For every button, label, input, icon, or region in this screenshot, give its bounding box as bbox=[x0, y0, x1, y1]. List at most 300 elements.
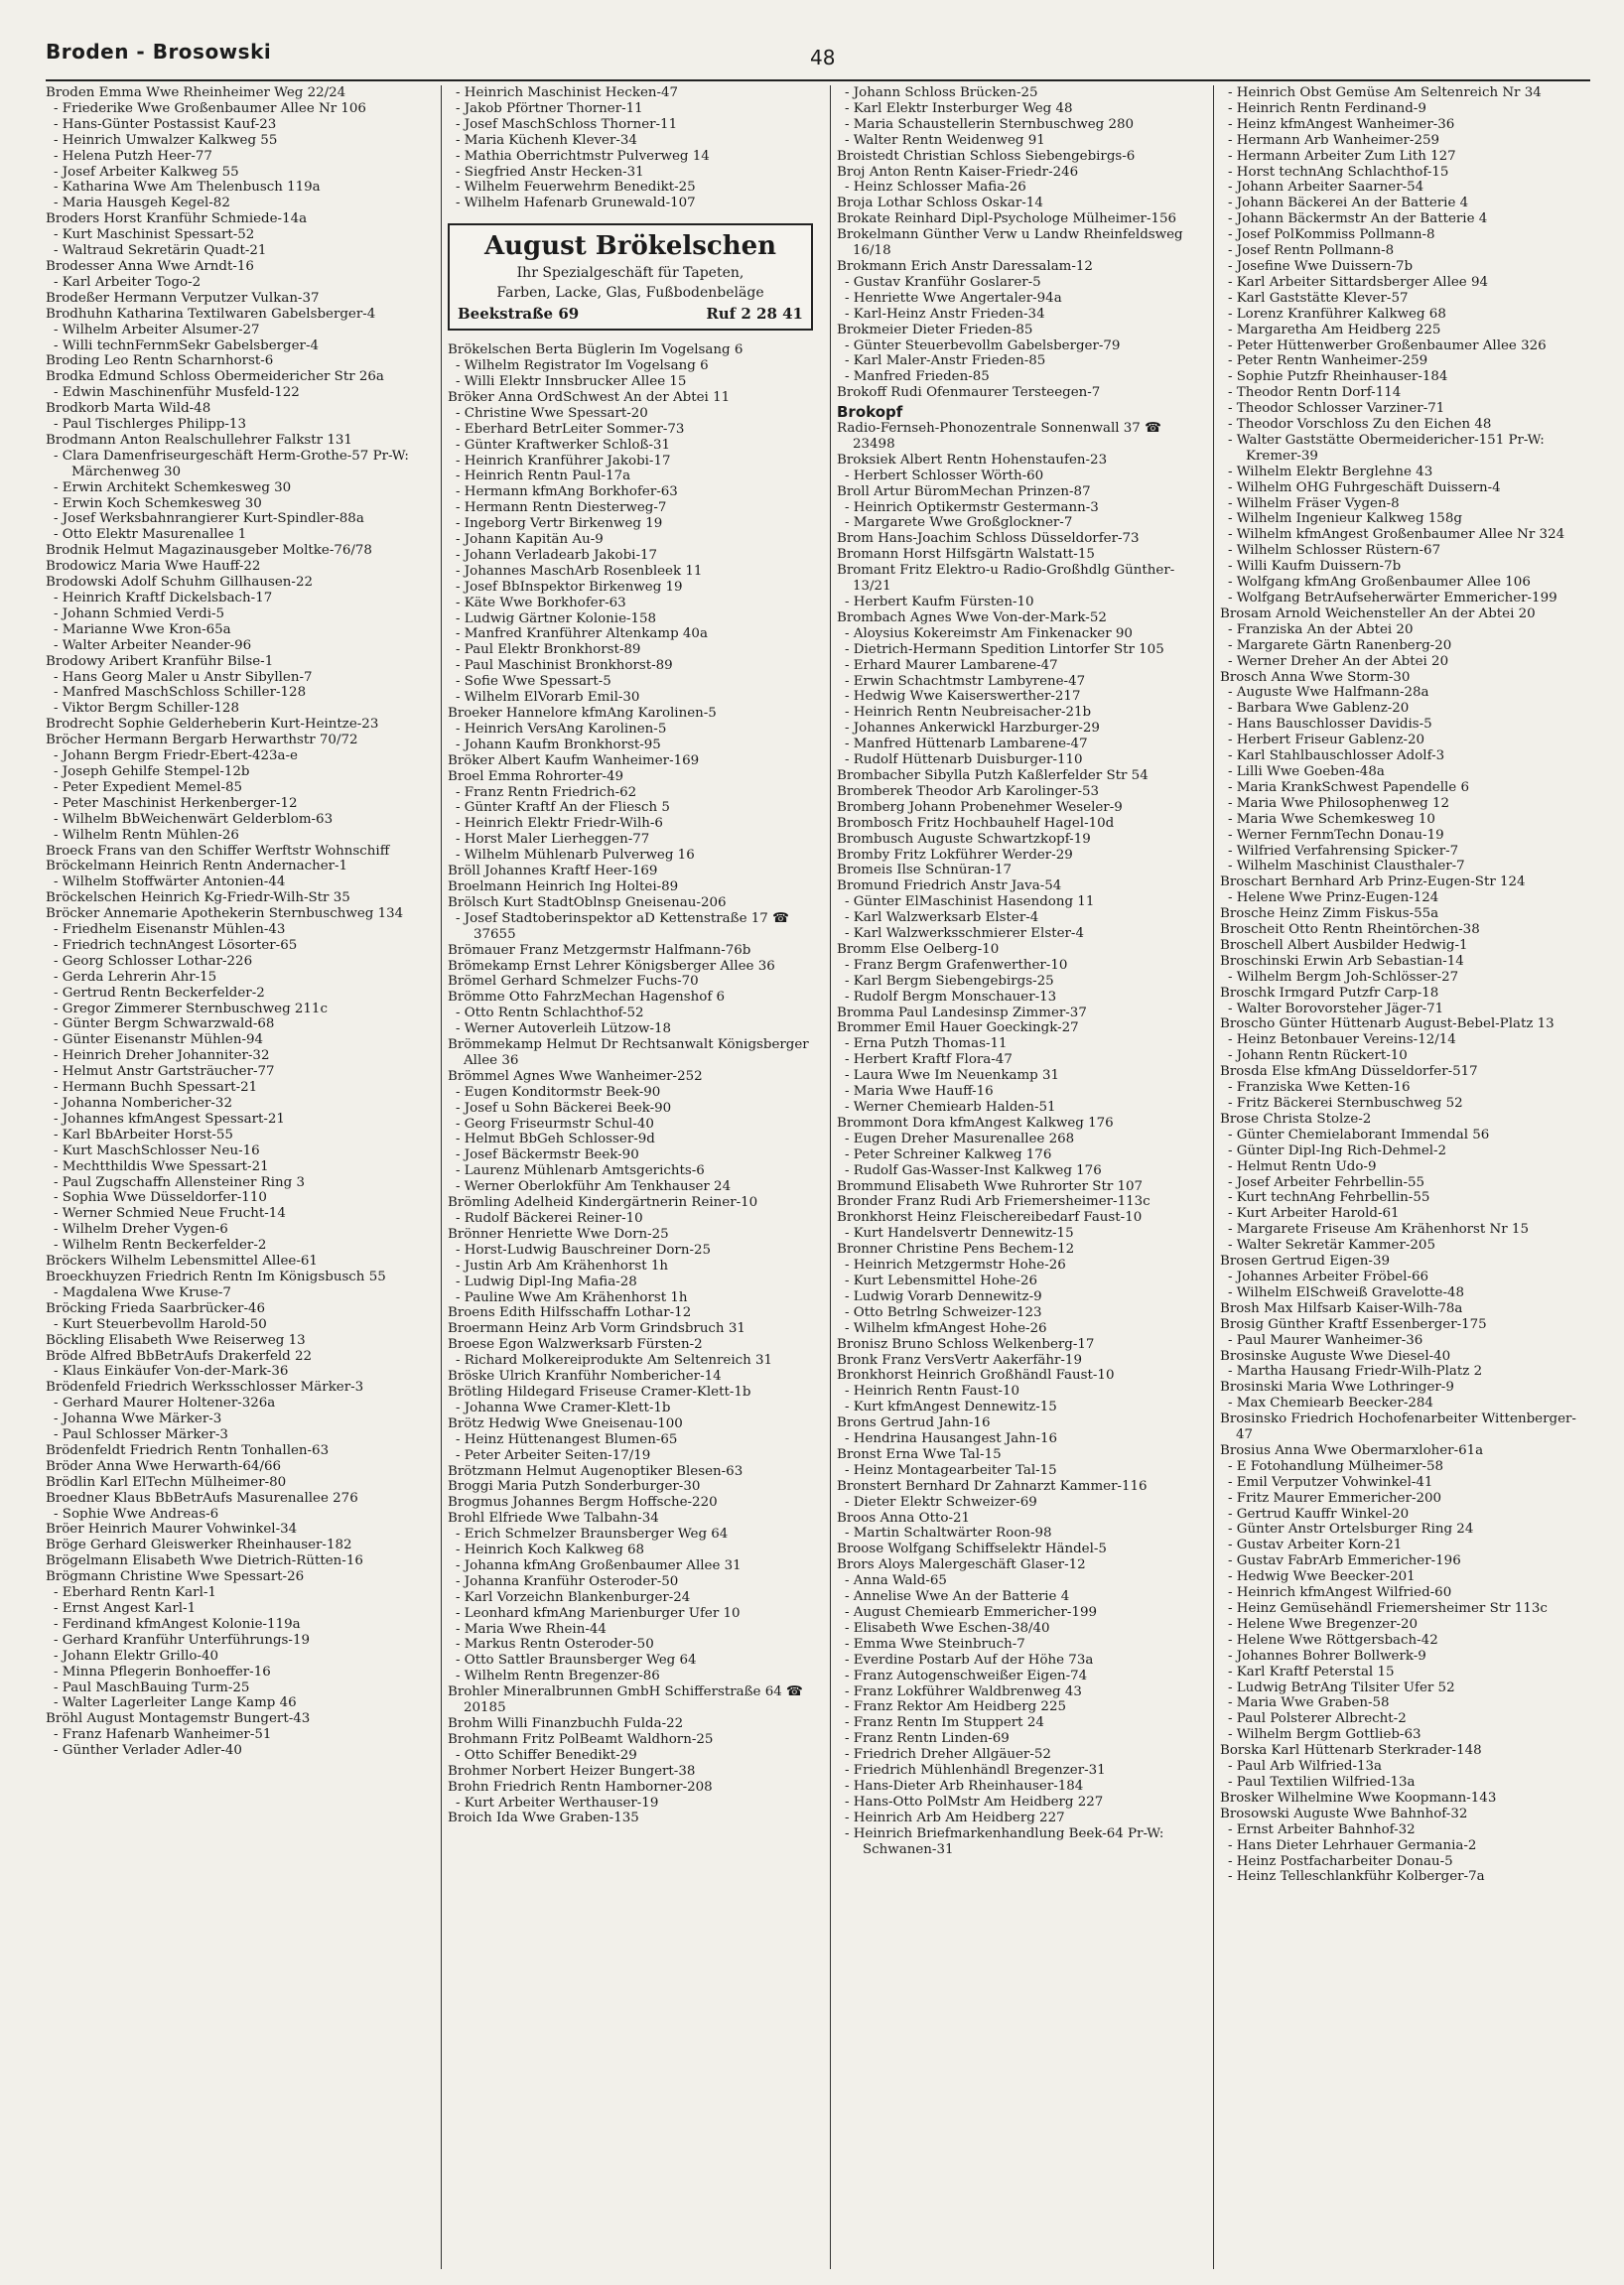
directory-entry: - Everdine Postarb Auf der Höhe 73a bbox=[845, 1652, 1094, 1668]
directory-entry: Brombacher Sibylla Putzh Kaßlerfelder Str 54 bbox=[837, 767, 1149, 783]
directory-entry: Broschinski Erwin Arb Sebastian-14 bbox=[1220, 953, 1464, 969]
directory-entry: Brommer Emil Hauer Goeckingk-27 bbox=[837, 1020, 1079, 1036]
directory-entry: - Sophie Wwe Andreas-6 bbox=[54, 1506, 219, 1522]
column-2-top bbox=[448, 85, 817, 211]
directory-entry: Brötling Hildegard Friseuse Cramer-Klett-1b bbox=[448, 1384, 751, 1400]
directory-entry: - Markus Rentn Osteroder-50 bbox=[456, 1637, 654, 1653]
directory-entry: - Johannes Arbeiter Fröbel-66 bbox=[1228, 1269, 1429, 1284]
directory-entry: - Paul Elektr Bronkhorst-89 bbox=[456, 642, 641, 658]
directory-entry: Broelmann Heinrich Ing Holtei-89 bbox=[448, 878, 679, 894]
directory-entry: Brokate Reinhard Dipl-Psychologe Mülheimer-156 bbox=[837, 211, 1177, 227]
directory-entry: Broese Egon Walzwerksarb Fürsten-2 bbox=[448, 1337, 703, 1353]
directory-entry: - Karl Stahlbauschlosser Adolf-3 bbox=[1228, 748, 1445, 764]
directory-entry: Brömling Adelheid Kindergärtnerin Reiner-10 bbox=[448, 1195, 758, 1211]
directory-entry: - Günter Anstr Ortelsburger Ring 24 bbox=[1228, 1522, 1474, 1538]
directory-entry: - Herbert Kaufm Fürsten-10 bbox=[845, 595, 1034, 609]
directory-entry: - Max Chemiearb Beecker-284 bbox=[1228, 1396, 1433, 1411]
directory-entry: - Karl Gaststätte Klever-57 bbox=[1228, 290, 1409, 306]
directory-entry: - Wilhelm Rentn Beckerfelder-2 bbox=[54, 1238, 267, 1254]
directory-entry: - Josef BbInspektor Birkenweg 19 bbox=[456, 579, 683, 595]
directory-entry: - Heinz Telleschlankführ Kolberger-7a bbox=[1228, 1869, 1485, 1885]
column-1 bbox=[46, 85, 415, 2269]
directory-entry: - Paul Polsterer Albrecht-2 bbox=[1228, 1711, 1407, 1727]
directory-entry: - Gustav Kranführ Goslarer-5 bbox=[845, 274, 1041, 290]
directory-entry: - Maria KrankSchwest Papendelle 6 bbox=[1228, 779, 1469, 795]
directory-entry: - Peter Arbeiter Seiten-17/19 bbox=[456, 1447, 651, 1463]
directory-entry: - Helene Wwe Röttgersbach-42 bbox=[1228, 1632, 1438, 1648]
directory-entry: - Wilhelm Bergm Gottlieb-63 bbox=[1228, 1727, 1421, 1743]
directory-entry: Brodowski Adolf Schuhm Gillhausen-22 bbox=[46, 575, 313, 591]
directory-entry: - Josef Rentn Pollmann-8 bbox=[1228, 243, 1395, 259]
directory-entry: - Walter Lagerleiter Lange Kamp 46 bbox=[54, 1695, 297, 1711]
directory-entry: - Otto Betrlng Schweizer-123 bbox=[845, 1304, 1042, 1320]
directory-entry: - Otto Sattler Braunsberger Weg 64 bbox=[456, 1653, 697, 1669]
directory-entry: Bromund Friedrich Anstr Java-54 bbox=[837, 878, 1062, 894]
directory-entry: - Johann Bäckerei An der Batterie 4 bbox=[1228, 196, 1469, 211]
directory-entry: - Josef Arbeiter Fehrbellin-55 bbox=[1228, 1174, 1425, 1190]
directory-entry: - Wilhelm Bergm Joh-Schlösser-27 bbox=[1228, 969, 1459, 985]
directory-entry: - Heinrich Kranführer Jakobi-17 bbox=[456, 453, 671, 469]
directory-entry: - Rudolf Bäckerei Reiner-10 bbox=[456, 1211, 643, 1226]
directory-entry: - Wilhelm Rentn Bregenzer-86 bbox=[456, 1669, 660, 1684]
directory-entry: Bröcking Frieda Saarbrücker-46 bbox=[46, 1300, 266, 1316]
ad-phone: Ruf 2 28 41 bbox=[706, 305, 803, 324]
directory-entry: - August Chemiearb Emmericher-199 bbox=[845, 1605, 1098, 1620]
directory-entry: - Karl Elektr Insterburger Weg 48 bbox=[845, 100, 1073, 116]
directory-entry: - Franz Rektor Am Heidberg 225 bbox=[845, 1699, 1066, 1715]
directory-entry: Brosker Wilhelmine Wwe Koopmann-143 bbox=[1220, 1790, 1497, 1806]
directory-entry: - Margarete Friseuse Am Krähenhorst Nr 15 bbox=[1228, 1222, 1529, 1238]
directory-entry: Brose Christa Stolze-2 bbox=[1220, 1111, 1372, 1127]
directory-entry: - Josef MaschSchloss Thorner-11 bbox=[456, 116, 678, 132]
directory-entry: - Werner Autoverleih Lützow-18 bbox=[456, 1021, 672, 1037]
directory-entry: - Johann Bäckermstr An der Batterie 4 bbox=[1228, 211, 1488, 227]
directory-entry: Broich Ida Wwe Graben-135 bbox=[448, 1811, 639, 1826]
directory-entry: - Margarete Wwe Großglockner-7 bbox=[845, 515, 1073, 531]
directory-entry: Bröde Alfred BbBetrAufs Drakerfeld 22 bbox=[46, 1348, 313, 1364]
directory-entry: - Fritz Maurer Emmericher-200 bbox=[1228, 1490, 1442, 1506]
directory-entry: - Manfred Frieden-85 bbox=[845, 369, 990, 385]
directory-entry: Brosinske Auguste Wwe Diesel-40 bbox=[1220, 1348, 1451, 1364]
column-2-entries bbox=[448, 342, 817, 1826]
directory-entry: - Johann Bergm Friedr-Ebert-423a-e bbox=[54, 748, 298, 764]
directory-entry: - Johann Rentn Rückert-10 bbox=[1228, 1048, 1408, 1064]
directory-entry: - Kurt Arbeiter Harold-61 bbox=[1228, 1206, 1400, 1222]
directory-entry: - Heinrich Dreher Johanniter-32 bbox=[54, 1048, 270, 1064]
directory-entry: - Ludwig Vorarb Dennewitz-9 bbox=[845, 1288, 1042, 1304]
directory-entry: Brodowy Aribert Kranführ Bilse-1 bbox=[46, 653, 274, 669]
directory-entry: - Hermann kfmAng Borkhofer-63 bbox=[456, 484, 678, 500]
directory-entry: - Wilhelm Stoffwärter Antonien-44 bbox=[54, 874, 286, 890]
directory-entry: Brommund Elisabeth Wwe Ruhrorter Str 107 bbox=[837, 1178, 1144, 1194]
directory-entry: - Dieter Elektr Schweizer-69 bbox=[845, 1494, 1037, 1510]
directory-entry: Brodnik Helmut Magazinausgeber Moltke-76/78 bbox=[46, 543, 372, 559]
directory-entry: Broeker Hannelore kfmAng Karolinen-5 bbox=[448, 706, 717, 721]
directory-entry: - Josef Stadtoberinspektor aD Kettenstraße 17 ☎ 37655 bbox=[456, 910, 789, 942]
directory-entry: - Wilhelm Dreher Vygen-6 bbox=[54, 1222, 228, 1238]
directory-entry: - Friederike Wwe Großenbaumer Allee Nr 106 bbox=[54, 100, 366, 116]
directory-entry: - Josef PolKommiss Pollmann-8 bbox=[1228, 227, 1435, 243]
directory-entry: - Ludwig Dipl-Ing Mafia-28 bbox=[456, 1274, 637, 1289]
directory-entry: - Rudolf Bergm Monschauer-13 bbox=[845, 989, 1057, 1005]
directory-entry: - Johann Kapitän Au-9 bbox=[456, 532, 604, 548]
directory-entry: - Franz Hafenarb Wanheimer-51 bbox=[54, 1727, 272, 1743]
directory-entry: Bromma Paul Landesinsp Zimmer-37 bbox=[837, 1005, 1087, 1020]
directory-entry: - Edwin Maschinenführ Musfeld-122 bbox=[54, 385, 300, 401]
directory-entry: - Karl Arbeiter Sittardsberger Allee 94 bbox=[1228, 274, 1489, 290]
directory-entry: Bronkhorst Heinrich Großhändl Faust-10 bbox=[837, 1368, 1115, 1384]
directory-entry: - Wilhelm BbWeichenwärt Gelderblom-63 bbox=[54, 811, 334, 827]
directory-entry: - Rudolf Hüttenarb Duisburger-110 bbox=[845, 752, 1083, 768]
directory-entry: - Kurt technAng Fehrbellin-55 bbox=[1228, 1190, 1430, 1206]
directory-entry: - Manfred MaschSchloss Schiller-128 bbox=[54, 685, 307, 701]
directory-entry: - Gerhard Kranführ Unterführungs-19 bbox=[54, 1632, 310, 1648]
directory-entry: - Magdalena Wwe Kruse-7 bbox=[54, 1284, 231, 1300]
directory-entry: - Heinrich Briefmarkenhandlung Beek-64 Pr-W: Schwanen-31 bbox=[845, 1825, 1164, 1857]
directory-entry: - Viktor Bergm Schiller-128 bbox=[54, 701, 239, 717]
directory-entry: Bröge Gerhard Gleiswerker Rheinhauser-182 bbox=[46, 1538, 352, 1553]
directory-entry: - Minna Pflegerin Bonhoeffer-16 bbox=[54, 1664, 271, 1680]
directory-entry: Brodeßer Hermann Verputzer Vulkan-37 bbox=[46, 290, 320, 306]
directory-entry: - Johannes MaschArb Rosenbleek 11 bbox=[456, 563, 703, 579]
directory-entry: - Johannes kfmAngest Spessart-21 bbox=[54, 1111, 285, 1127]
directory-entry: - Karl Arbeiter Togo-2 bbox=[54, 274, 202, 290]
directory-entry: - Johanna kfmAng Großenbaumer Allee 31 bbox=[456, 1557, 742, 1573]
directory-entry: Brosda Else kfmAng Düsseldorfer-517 bbox=[1220, 1064, 1478, 1080]
directory-entry: - Gertrud Rentn Beckerfelder-2 bbox=[54, 985, 265, 1001]
directory-entry: Brosam Arnold Weichensteller An der Abtei 20 bbox=[1220, 605, 1536, 621]
directory-entry: - Paul Arb Wilfried-13a bbox=[1228, 1759, 1383, 1775]
directory-entry: - Mechtthildis Wwe Spessart-21 bbox=[54, 1158, 269, 1174]
directory-entry: - Heinrich Rentn Paul-17a bbox=[456, 469, 631, 484]
directory-entry: Brosen Gertrud Eigen-39 bbox=[1220, 1254, 1390, 1270]
directory-entry: Brömme Otto FahrzMechan Hagenshof 6 bbox=[448, 990, 726, 1006]
directory-entry: - Franziska An der Abtei 20 bbox=[1228, 621, 1414, 637]
directory-entry: - Willi Elektr Innsbrucker Allee 15 bbox=[456, 373, 687, 389]
directory-entry: - Günter Eisenanstr Mühlen-94 bbox=[54, 1032, 264, 1048]
ad-address: Beekstraße 69 bbox=[458, 305, 580, 324]
directory-entry: Brömekamp Ernst Lehrer Königsberger Allee 36 bbox=[448, 958, 775, 974]
directory-entry: - Eugen Dreher Masurenallee 268 bbox=[845, 1131, 1075, 1146]
directory-columns bbox=[46, 85, 1594, 2269]
directory-entry: - Wilhelm Hafenarb Grunewald-107 bbox=[456, 196, 696, 211]
directory-entry: - Hans Georg Maler u Anstr Sibyllen-7 bbox=[54, 669, 313, 685]
directory-entry: - Paul Tischlerges Philipp-13 bbox=[54, 417, 246, 433]
directory-entry: - Josef Werksbahnrangierer Kurt-Spindler-88a bbox=[54, 511, 364, 527]
directory-entry: - Walter Sekretär Kammer-205 bbox=[1228, 1238, 1435, 1254]
directory-entry: Brodkorb Marta Wild-48 bbox=[46, 401, 211, 417]
directory-entry: - Gustav Arbeiter Korn-21 bbox=[1228, 1538, 1403, 1553]
heading-entry: Brokopf bbox=[837, 403, 903, 422]
directory-entry: Broschell Albert Ausbilder Hedwig-1 bbox=[1220, 937, 1468, 953]
directory-entry: Brodhuhn Katharina Textilwaren Gabelsberger-4 bbox=[46, 306, 376, 322]
directory-entry: - Hans Dieter Lehrhauer Germania-2 bbox=[1228, 1837, 1477, 1853]
ad-contact bbox=[458, 307, 803, 323]
directory-entry: - Herbert Schlosser Wörth-60 bbox=[845, 468, 1044, 483]
directory-entry: - Heinrich Rentn Neubreisacher-21b bbox=[845, 705, 1092, 721]
directory-entry: Bröhl August Montagemstr Bungert-43 bbox=[46, 1711, 311, 1727]
ad-line-1: Ihr Spezialgeschäft für Tapeten, bbox=[516, 265, 744, 282]
directory-entry: - Wolfgang BetrAufseherwärter Emmericher-199 bbox=[1228, 591, 1557, 605]
directory-entry: - Maria Wwe Schemkesweg 10 bbox=[1228, 811, 1435, 827]
directory-entry: - Günter Kraftf An der Fliesch 5 bbox=[456, 800, 670, 816]
directory-entry: Bröker Anna OrdSchwest An der Abtei 11 bbox=[448, 389, 731, 405]
directory-entry: - Lilli Wwe Goeben-48a bbox=[1228, 763, 1385, 779]
directory-entry: Brosowski Auguste Wwe Bahnhof-32 bbox=[1220, 1806, 1468, 1821]
directory-entry: - Horst Maler Lierheggen-77 bbox=[456, 832, 650, 848]
directory-entry: Broermann Heinz Arb Vorm Grindsbruch 31 bbox=[448, 1321, 745, 1337]
directory-entry: - Hendrina Hausangest Jahn-16 bbox=[845, 1431, 1058, 1447]
directory-entry: - Ernst Arbeiter Bahnhof-32 bbox=[1228, 1821, 1416, 1837]
directory-entry: Brögmann Christine Wwe Spessart-26 bbox=[46, 1569, 305, 1585]
directory-entry: Brohm Willi Finanzbuchh Fulda-22 bbox=[448, 1716, 684, 1731]
directory-entry: - Hans-Otto PolMstr Am Heidberg 227 bbox=[845, 1794, 1104, 1810]
directory-entry: Broeck Frans van den Schiffer Werftstr Wohnschiff bbox=[46, 843, 390, 859]
directory-entry: - Auguste Wwe Halfmann-28a bbox=[1228, 685, 1429, 701]
directory-entry: Brodowicz Maria Wwe Hauff-22 bbox=[46, 559, 261, 575]
directory-entry: - Margaretha Am Heidberg 225 bbox=[1228, 322, 1441, 337]
directory-entry: - Paul Maschinist Bronkhorst-89 bbox=[456, 658, 673, 674]
directory-entry: - Johannes Bohrer Bollwerk-9 bbox=[1228, 1648, 1426, 1664]
directory-entry: Broeckhuyzen Friedrich Rentn Im Königsbusch 55 bbox=[46, 1269, 386, 1284]
column-2 bbox=[441, 85, 817, 2269]
directory-entry: Brodmann Anton Realschullehrer Falkstr 131 bbox=[46, 432, 352, 448]
directory-entry: - Helena Putzh Heer-77 bbox=[54, 148, 212, 164]
directory-entry: Broders Horst Kranführ Schmiede-14a bbox=[46, 211, 308, 227]
directory-entry: - Walter Gaststätte Obermeidericher-151 Pr-W: Kremer-39 bbox=[1228, 432, 1545, 464]
directory-entry: Brömmekamp Helmut Dr Rechtsanwalt Königsberger Allee 36 bbox=[448, 1037, 809, 1068]
directory-entry: - Richard Molkereiprodukte Am Seltenreich 31 bbox=[456, 1353, 773, 1369]
directory-entry: Broistedt Christian Schloss Siebengebirgs-6 bbox=[837, 148, 1136, 164]
directory-entry: - Günter Bergm Schwarzwald-68 bbox=[54, 1016, 275, 1032]
directory-entry: - Gertrud Kauffr Winkel-20 bbox=[1228, 1506, 1410, 1522]
directory-entry: - Wilhelm Arbeiter Alsumer-27 bbox=[54, 322, 260, 337]
directory-entry: - Johanna Nomberichеr-32 bbox=[54, 1096, 232, 1111]
directory-entry: - Ingeborg Vertr Birkenweg 19 bbox=[456, 516, 663, 532]
directory-entry: - Heinrich Rentn Ferdinand-9 bbox=[1228, 100, 1426, 116]
directory-entry: Bronisz Bruno Schloss Welkenberg-17 bbox=[837, 1336, 1095, 1352]
directory-entry: Bromberek Theodor Arb Karolinger-53 bbox=[837, 783, 1100, 799]
directory-entry: Broedner Klaus BbBetrAufs Masurenallee 276 bbox=[46, 1490, 358, 1506]
directory-entry: Böckling Elisabeth Wwe Reiserweg 13 bbox=[46, 1332, 306, 1348]
directory-entry: - Henriette Wwe Angertaler-94a bbox=[845, 290, 1062, 306]
directory-entry: Bröckelschen Heinrich Kg-Friedr-Wilh-Str 35 bbox=[46, 890, 350, 906]
directory-entry: - Werner Chemiearb Halden-51 bbox=[845, 1100, 1056, 1115]
directory-entry: - Johann Kaufm Bronkhorst-95 bbox=[456, 737, 661, 752]
directory-entry: - Wilhelm kfmAngest Hohe-26 bbox=[845, 1320, 1047, 1336]
directory-entry: - Karl Maler-Anstr Frieden-85 bbox=[845, 353, 1046, 369]
directory-entry: - Paul Schlosser Märker-3 bbox=[54, 1427, 228, 1443]
directory-entry: Brombusch Auguste Schwartzkopf-19 bbox=[837, 831, 1091, 847]
directory-entry: - Wilhelm Schlosser Rüstern-67 bbox=[1228, 543, 1441, 559]
directory-entry: - Eberhard BetrLeiter Sommer-73 bbox=[456, 421, 685, 437]
directory-entry: - Dietrich-Hermann Spedition Lintorfer Str 105 bbox=[845, 641, 1164, 657]
directory-entry: - Käte Wwe Borkhofer-63 bbox=[456, 595, 626, 610]
directory-entry: Bronder Franz Rudi Arb Friemersheimer-113c bbox=[837, 1194, 1150, 1210]
directory-entry: Brödenfeldt Friedrich Rentn Tonhallen-63 bbox=[46, 1442, 330, 1458]
directory-entry: - Heinrich Maschinist Hecken-47 bbox=[456, 85, 679, 100]
directory-entry: - Fritz Bäckerei Sternbuschweg 52 bbox=[1228, 1096, 1463, 1111]
directory-entry: - Werner Oberlokführ Am Tenkhauser 24 bbox=[456, 1179, 732, 1195]
directory-entry: - Margarete Gärtn Ranenberg-20 bbox=[1228, 637, 1452, 653]
directory-entry: - Horst-Ludwig Bauschreiner Dorn-25 bbox=[456, 1242, 712, 1258]
directory-entry: - Hermann Arb Wanheimer-259 bbox=[1228, 132, 1440, 148]
directory-entry: Brömel Gerhard Schmelzer Fuchs-70 bbox=[448, 974, 699, 990]
directory-entry: - Heinrich Kraftf Dickelsbach-17 bbox=[54, 591, 273, 605]
directory-entry: - Johann Schmied Verdi-5 bbox=[54, 605, 225, 621]
directory-entry: Brosche Heinz Zimm Fiskus-55a bbox=[1220, 906, 1439, 922]
directory-entry: - Horst technAng Schlachthof-15 bbox=[1228, 164, 1449, 180]
directory-entry: - Wilhelm Mühlenarb Pulverweg 16 bbox=[456, 848, 695, 864]
directory-entry: - Helmut BbGeh Schlosser-9d bbox=[456, 1132, 655, 1147]
directory-entry: - Mathia Oberrichtmstr Pulverweg 14 bbox=[456, 148, 710, 164]
directory-entry: - Hans-Dieter Arb Rheinhauser-184 bbox=[845, 1778, 1084, 1794]
directory-entry: - Heinz Hüttenangest Blumen-65 bbox=[456, 1431, 678, 1447]
directory-entry: Brosinski Maria Wwe Lothringer-9 bbox=[1220, 1380, 1454, 1396]
directory-entry: - Helene Wwe Prinz-Eugen-124 bbox=[1228, 890, 1439, 906]
directory-entry: Brödenfeld Friedrich Werksschlosser Märker-3 bbox=[46, 1380, 364, 1396]
directory-entry: Brohl Elfriede Wwe Talbahn-34 bbox=[448, 1511, 659, 1527]
directory-entry: - Friedrich Mühlenhändl Bregenzer-31 bbox=[845, 1763, 1106, 1779]
directory-entry: - Erna Putzh Thomas-11 bbox=[845, 1036, 1008, 1052]
directory-entry: - Werner Schmied Neue Frucht-14 bbox=[54, 1206, 286, 1222]
directory-entry: Brohler Mineralbrunnen GmbH Schifferstraße 64 ☎ 20185 bbox=[448, 1684, 803, 1716]
directory-entry: - Martin Schaltwärter Roon-98 bbox=[845, 1526, 1052, 1542]
directory-entry: Brömauer Franz Metzgermstr Halfmann-76b bbox=[448, 942, 751, 958]
directory-entry: - Karl Vorzeichn Blankenburger-24 bbox=[456, 1589, 691, 1605]
directory-entry: - Johannes Ankerwickl Harzburger-29 bbox=[845, 721, 1100, 737]
directory-entry: - Erwin Architekt Schemkesweg 30 bbox=[54, 479, 292, 495]
directory-entry: Bröckers Wilhelm Lebensmittel Allee-61 bbox=[46, 1254, 318, 1270]
directory-entry: Brohn Friedrich Rentn Hamborner-208 bbox=[448, 1779, 713, 1795]
directory-entry: - Kurt Lebensmittel Hohe-26 bbox=[845, 1273, 1038, 1288]
directory-entry: - Helene Wwe Bregenzer-20 bbox=[1228, 1616, 1419, 1632]
directory-entry: - Barbara Wwe Gablenz-20 bbox=[1228, 701, 1410, 717]
directory-entry: - Johann Elektr Grillo-40 bbox=[54, 1648, 219, 1664]
directory-entry: - Johanna Wwe Märker-3 bbox=[54, 1411, 222, 1427]
directory-entry: - Anna Wald-65 bbox=[845, 1573, 947, 1589]
directory-entry: Brodrecht Sophie Gelderheberin Kurt-Heintze-23 bbox=[46, 717, 379, 733]
directory-entry: - Franz Rentn Im Stuppert 24 bbox=[845, 1715, 1044, 1731]
directory-entry: Brönner Henriette Wwe Dorn-25 bbox=[448, 1226, 669, 1242]
directory-entry: - Elisabeth Wwe Eschen-38/40 bbox=[845, 1620, 1050, 1636]
directory-entry: - Heinz Postfacharbeiter Donau-5 bbox=[1228, 1853, 1453, 1869]
directory-entry: - Josef Bäckermstr Beek-90 bbox=[456, 1147, 639, 1163]
directory-entry: Bronstert Bernhard Dr Zahnarzt Kammer-116 bbox=[837, 1478, 1148, 1494]
directory-entry: Broschart Bernhard Arb Prinz-Eugen-Str 124 bbox=[1220, 874, 1526, 890]
directory-entry: - Johanna Wwe Cramer-Klett-1b bbox=[456, 1400, 671, 1415]
directory-entry: - Franz Lokführer Waldbrenweg 43 bbox=[845, 1683, 1082, 1699]
directory-entry: Bröer Heinrich Maurer Vohwinkel-34 bbox=[46, 1522, 298, 1538]
directory-entry: - Kurt Maschinist Spessart-52 bbox=[54, 227, 255, 243]
directory-entry: - Paul MaschBauing Turm-25 bbox=[54, 1680, 250, 1695]
directory-entry: - Johann Schloss Brücken-25 bbox=[845, 85, 1038, 100]
directory-entry: Broos Anna Otto-21 bbox=[837, 1510, 971, 1526]
directory-entry: - Werner Dreher An der Abtei 20 bbox=[1228, 653, 1449, 669]
directory-entry: - Günter Kraftwerker Schloß-31 bbox=[456, 437, 671, 453]
directory-entry: - Peter Rentn Wanheimer-259 bbox=[1228, 353, 1428, 369]
directory-entry: Bromant Fritz Elektro-u Radio-Großhdlg Günther-13/21 bbox=[837, 563, 1175, 595]
directory-entry: - Erwin Schachtmstr Lambyrene-47 bbox=[845, 673, 1086, 689]
directory-entry: Bröcher Hermann Bergarb Herwarthstr 70/72 bbox=[46, 733, 358, 748]
directory-entry: - Wilhelm Elektr Berglehne 43 bbox=[1228, 464, 1433, 479]
directory-entry: - Wilhelm Ingenieur Kalkweg 158g bbox=[1228, 511, 1462, 527]
directory-entry: - Josef u Sohn Bäckerei Beek-90 bbox=[456, 1100, 672, 1116]
directory-entry: - Otto Elektr Masurenallee 1 bbox=[54, 527, 247, 543]
directory-entry: - Heinrich kfmAngest Wilfried-60 bbox=[1228, 1585, 1452, 1601]
directory-entry: - Maria Küchenh Klever-34 bbox=[456, 132, 637, 148]
directory-entry: - Heinrich Umwalzer Kalkweg 55 bbox=[54, 132, 278, 148]
directory-entry: - Heinrich Koch Kalkweg 68 bbox=[456, 1543, 645, 1558]
directory-entry: - Heinz Montagearbeiter Tal-15 bbox=[845, 1462, 1057, 1478]
directory-entry: - Sophia Wwe Düsseldorfer-110 bbox=[54, 1190, 267, 1206]
directory-entry: Bröker Albert Kaufm Wanheimer-169 bbox=[448, 752, 700, 768]
directory-entry: - Waltraud Sekretärin Quadt-21 bbox=[54, 243, 267, 259]
advertisement bbox=[448, 223, 813, 331]
directory-entry: - Paul Maurer Wanheimer-36 bbox=[1228, 1332, 1423, 1348]
directory-entry: Bromeis Ilse Schnüran-17 bbox=[837, 863, 1013, 878]
directory-entry: - Peter Schreiner Kalkweg 176 bbox=[845, 1146, 1052, 1162]
directory-entry: - Karl Bergm Siebengebirgs-25 bbox=[845, 973, 1054, 989]
directory-entry: Broding Leo Rentn Scharnhorst-6 bbox=[46, 353, 274, 369]
directory-entry: Brölsch Kurt StadtOblnsp Gneisenau-206 bbox=[448, 894, 727, 910]
directory-entry: - Friedhelm Eisenanstr Mühlen-43 bbox=[54, 922, 286, 938]
directory-entry: - Günter Steuerbevollm Gabelsberger-79 bbox=[845, 337, 1121, 353]
column-3 bbox=[830, 85, 1206, 2269]
running-head: Broden - Brosowski bbox=[46, 40, 272, 64]
directory-entry: Bromby Fritz Lokführer Werder-29 bbox=[837, 847, 1073, 863]
directory-entry: - Friedrich Dreher Allgäuer-52 bbox=[845, 1747, 1051, 1763]
directory-entry: Broggi Maria Putzh Sonderburger-30 bbox=[448, 1479, 701, 1495]
directory-entry: Radio-Fernseh-Phonozentrale Sonnenwall 37 ☎ 23498 bbox=[837, 421, 1161, 452]
directory-entry: Broel Emma Rohrorter-49 bbox=[448, 768, 624, 784]
directory-entry: - Hermann Buchh Spessart-21 bbox=[54, 1080, 258, 1096]
directory-entry: Broose Wolfgang Schiffselektr Händel-5 bbox=[837, 1542, 1107, 1557]
directory-entry: Brokoff Rudi Ofenmaurer Tersteegen-7 bbox=[837, 385, 1101, 401]
directory-entry: Brodesser Anna Wwe Arndt-16 bbox=[46, 258, 254, 274]
directory-entry: - Kurt Arbeiter Werthauser-19 bbox=[456, 1795, 659, 1811]
directory-entry: - Josef Arbeiter Kalkweg 55 bbox=[54, 164, 239, 180]
directory-entry: Brosch Anna Wwe Storm-30 bbox=[1220, 669, 1411, 685]
directory-entry: - Erich Schmelzer Braunsberger Weg 64 bbox=[456, 1527, 729, 1543]
directory-entry: - Paul Textilien Wilfried-13a bbox=[1228, 1774, 1416, 1790]
directory-entry: - Peter Hüttenwerber Großenbaumer Allee 326 bbox=[1228, 337, 1547, 353]
directory-entry: - Heinrich Metzgermstr Hohe-26 bbox=[845, 1258, 1066, 1274]
directory-entry: - Heinz Gemüsehändl Friemersheimer Str 113c bbox=[1228, 1601, 1548, 1616]
directory-entry: - Emil Verputzer Vohwinkel-41 bbox=[1228, 1474, 1433, 1490]
directory-entry: Brosig Günther Kraftf Essenberger-175 bbox=[1220, 1316, 1487, 1332]
directory-entry: Brosh Max Hilfsarb Kaiser-Wilh-78a bbox=[1220, 1300, 1463, 1316]
directory-entry: Bröcker Annemarie Apothekerin Sternbuschweg 134 bbox=[46, 906, 404, 922]
directory-entry: - Otto Schiffer Benedikt-29 bbox=[456, 1747, 637, 1763]
directory-entry: - Karl BbArbeiter Horst-55 bbox=[54, 1127, 233, 1142]
directory-entry: - Ludwig Gärtner Kolonie-158 bbox=[456, 610, 657, 626]
directory-entry: Brombach Agnes Wwe Von-der-Mark-52 bbox=[837, 609, 1107, 625]
directory-entry: - Emma Wwe Steinbruch-7 bbox=[845, 1636, 1025, 1652]
directory-entry: - Wilhelm Feuerwehrm Benedikt-25 bbox=[456, 180, 696, 196]
directory-entry: - Georg Schlosser Lothar-226 bbox=[54, 953, 253, 969]
directory-entry: - Heinrich Optikermstr Gestermann-3 bbox=[845, 499, 1099, 515]
directory-entry: - Heinrich Rentn Faust-10 bbox=[845, 1384, 1020, 1400]
directory-entry: - Franz Rentn Friedrich-62 bbox=[456, 784, 637, 800]
directory-entry: - Johann Arbeiter Saarner-54 bbox=[1228, 180, 1424, 196]
directory-entry: - Rudolf Gas-Wasser-Inst Kalkweg 176 bbox=[845, 1162, 1102, 1178]
directory-entry: Brommont Dora kfmAngest Kalkweg 176 bbox=[837, 1115, 1114, 1131]
directory-entry: Broksiek Albert Rentn Hohenstaufen-23 bbox=[837, 452, 1108, 468]
directory-entry: Bröder Anna Wwe Herwarth-64/66 bbox=[46, 1458, 281, 1474]
directory-entry: - Wilhelm Registrator Im Vogelsang 6 bbox=[456, 358, 709, 374]
directory-entry: - Walter Borovorsteher Jäger-71 bbox=[1228, 1001, 1444, 1016]
